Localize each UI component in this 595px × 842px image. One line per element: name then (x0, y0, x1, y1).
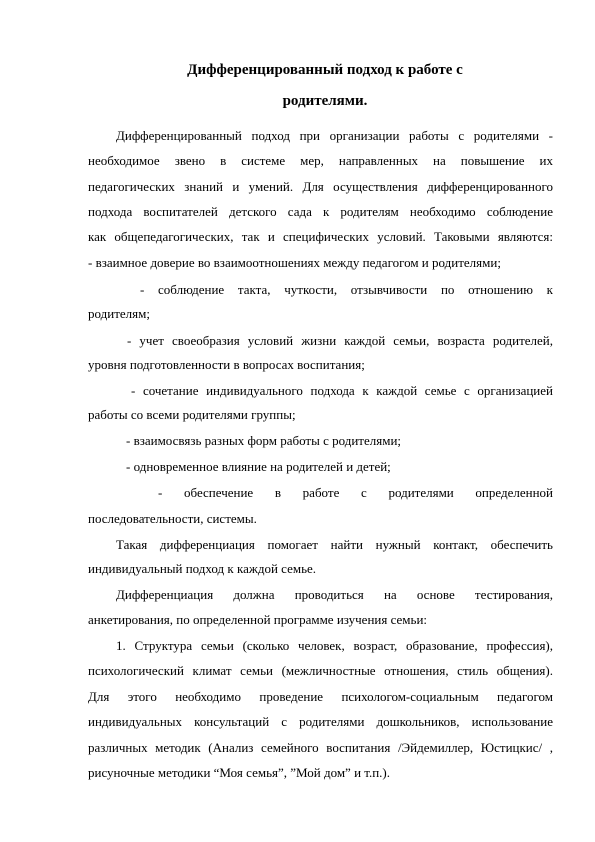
paragraph-line: рисуночные методики “Моя семья”, ”Мой дом” и т.п.). (88, 765, 391, 780)
list-item: - сочетание индивидуального подхода к каждой семье с организацией (131, 383, 553, 398)
paragraph-line: необходимое звено в системе мер, направленных на повышение их (88, 153, 553, 168)
paragraph-line: 1. Структура семьи (сколько человек, возраст, образование, профессия), (116, 638, 553, 653)
list-item: - взаимное доверие во взаимоотношениях между педагогом и родителями; (88, 255, 501, 270)
paragraph-line: различных методик (Анализ семейного воспитания /Эйдемиллер, Юстицкис/ , (88, 740, 553, 755)
paragraph-line: как общепедагогических, так и специфических условий. Таковыми являются: (88, 229, 553, 244)
title-line-1: Дифференцированный подход к работе с (187, 62, 463, 78)
paragraph-line: Такая дифференциация помогает найти нужный контакт, обеспечить (116, 537, 553, 552)
paragraph-line: Дифференциация должна проводиться на основе тестирования, (116, 587, 553, 602)
list-item: последовательности, системы. (88, 511, 257, 526)
paragraph-line: подхода воспитателей детского сада к родителям необходимо соблюдение (88, 204, 553, 219)
paragraph-line: индивидуальный подход к каждой семье. (88, 561, 317, 576)
paragraph-line: анкетирования, по определенной программе изучения семьи: (88, 612, 428, 627)
title-line-2: родителями. (282, 93, 368, 109)
paragraph-line: индивидуальных консультаций с родителями дошкольников, использование (88, 714, 553, 729)
paragraph-line: психологический климат семьи (межличностные отношения, стиль общения). (88, 663, 553, 678)
paragraph-line: педагогических знаний и умений. Для осуществления дифференцированного (88, 179, 553, 194)
list-item: - соблюдение такта, чуткости, отзывчивости по отношению к (140, 282, 553, 297)
list-item: родителям; (88, 306, 150, 321)
list-item: - учет своеобразия условий жизни каждой семьи, возраста родителей, (127, 333, 553, 348)
list-item: - одновременное влияние на родителей и детей; (126, 459, 391, 474)
list-item: - обеспечение в работе с родителями определенной (158, 485, 553, 500)
list-item: уровня подготовленности в вопросах воспитания; (88, 357, 365, 372)
paragraph-line: Дифференцированный подход при организации работы с родителями - (116, 128, 553, 143)
paragraph-line: Для этого необходимо проведение психологом-социальным педагогом (88, 689, 553, 704)
list-item: - взаимосвязь разных форм работы с родителями; (126, 433, 402, 448)
list-item: работы со всеми родителями группы; (88, 407, 296, 422)
